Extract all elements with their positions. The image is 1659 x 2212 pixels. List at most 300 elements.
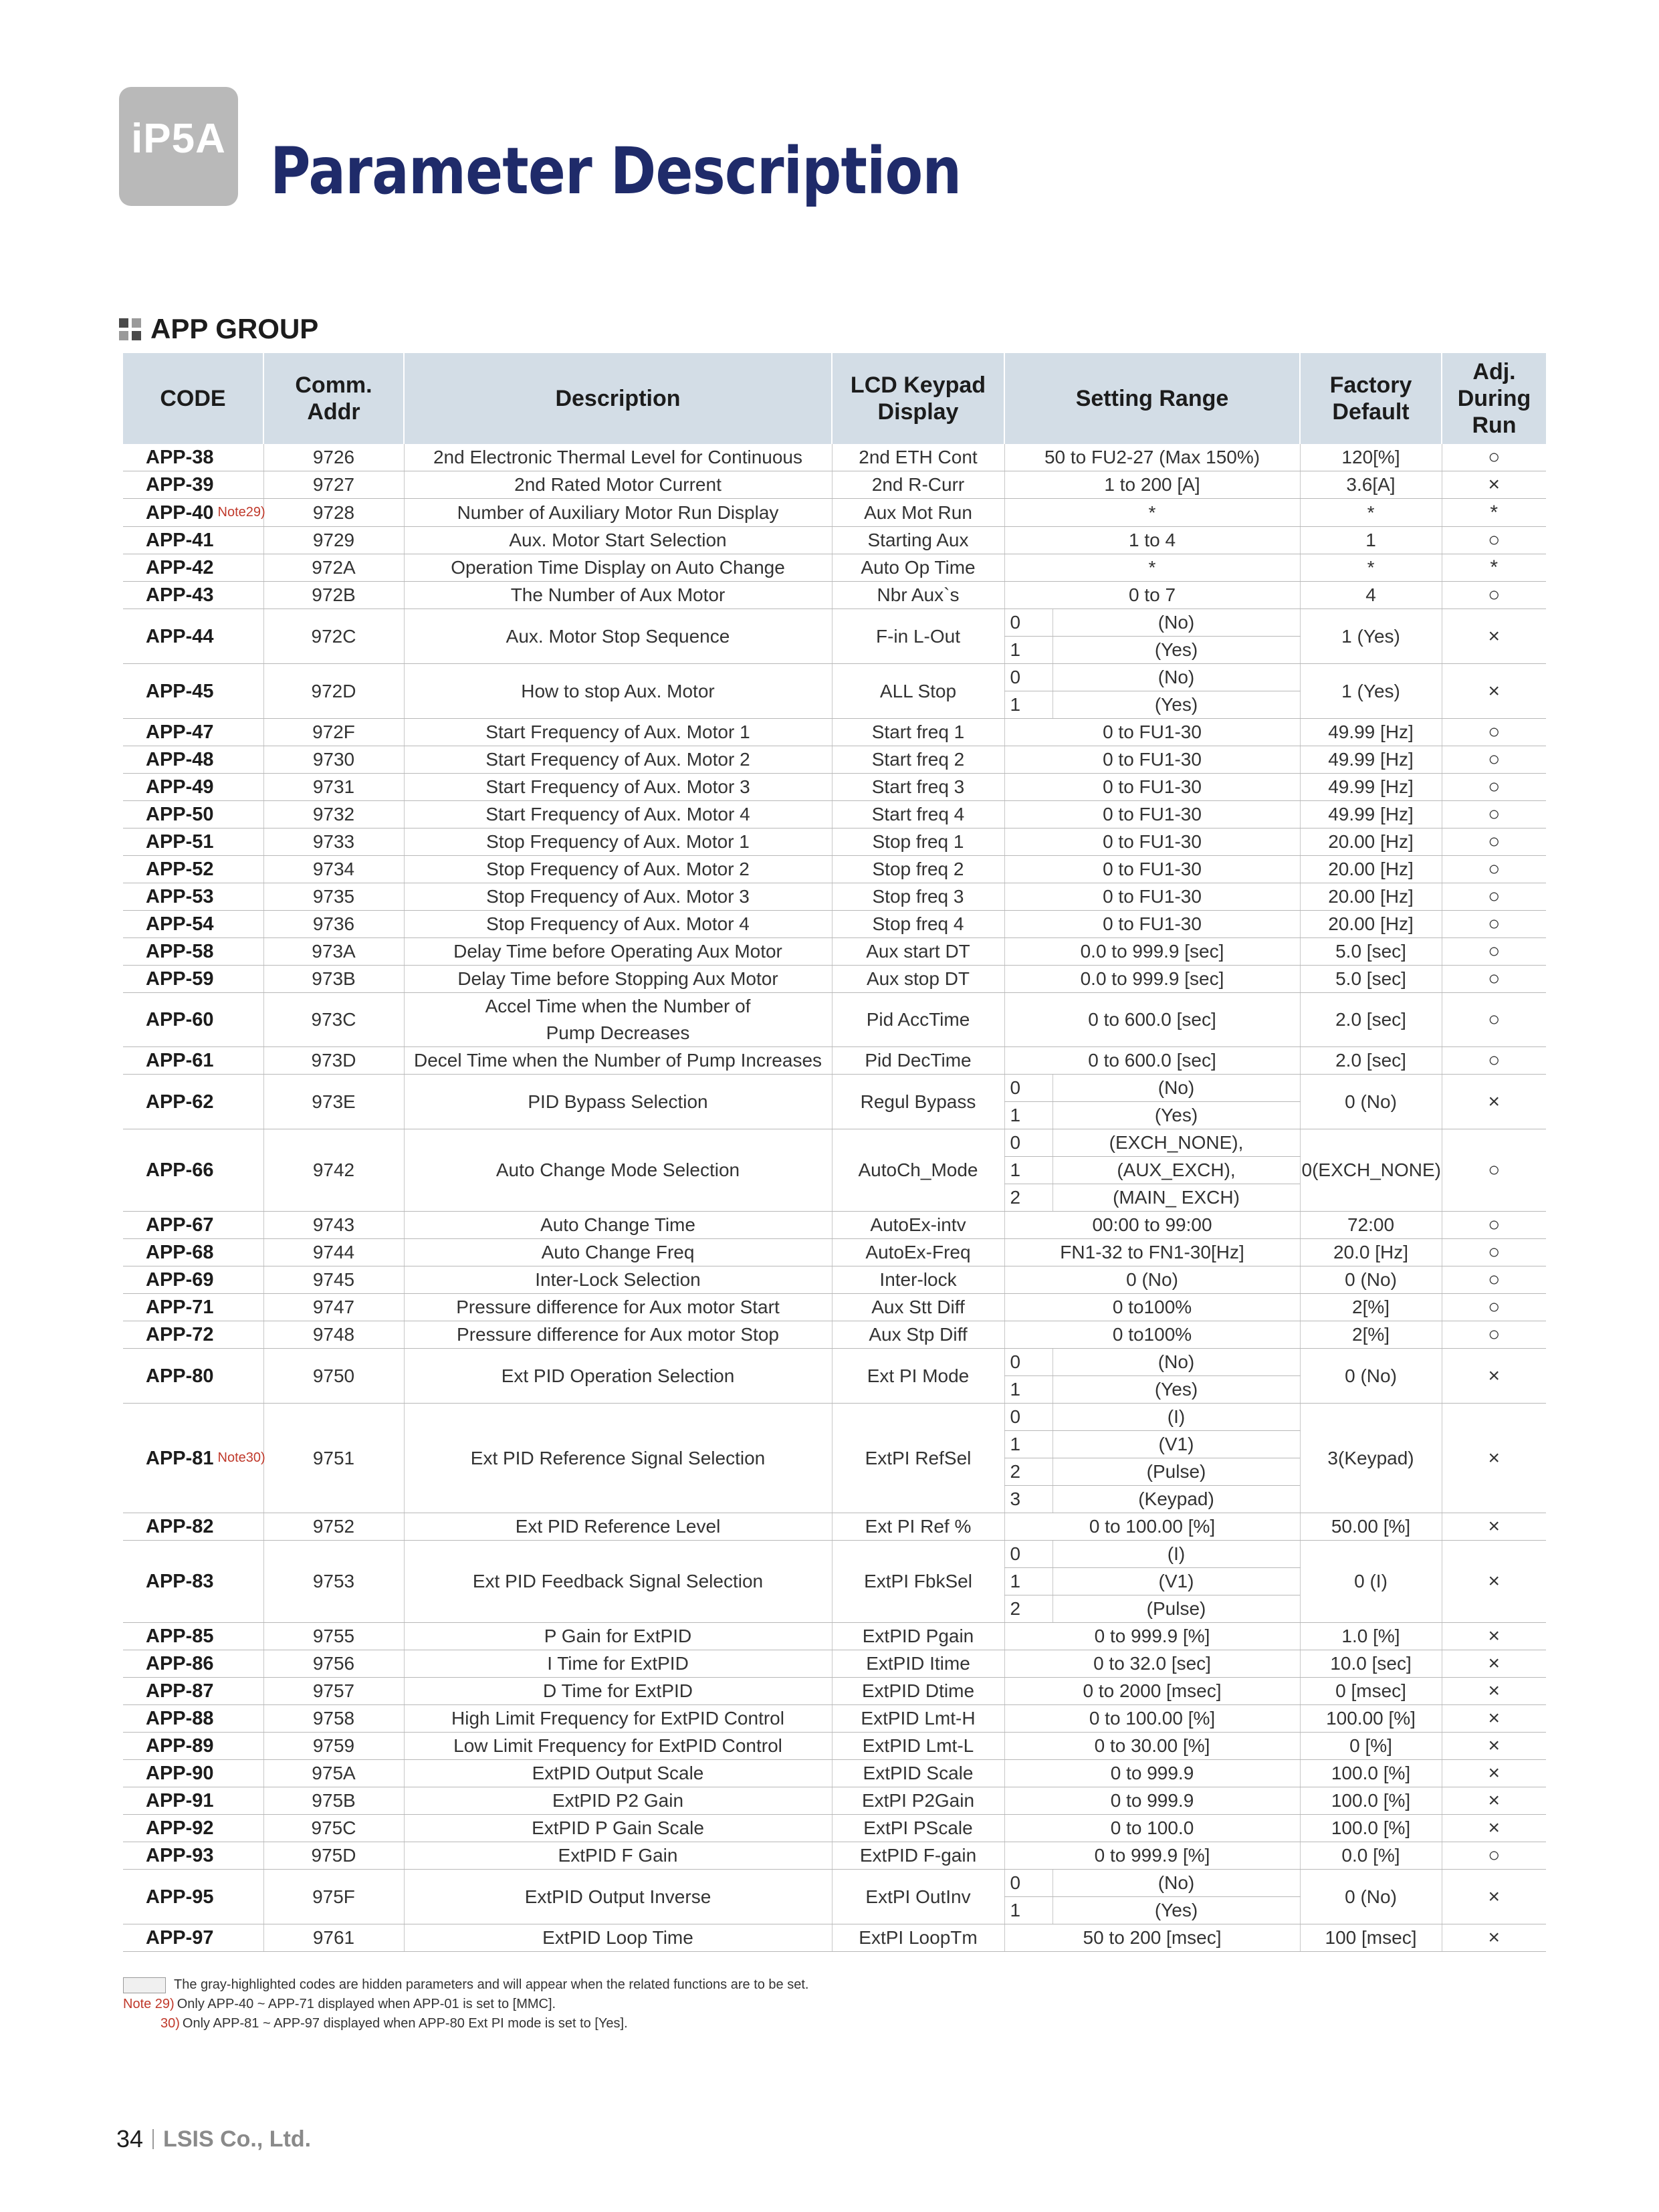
cell-factory-default: 0 (No): [1300, 1870, 1442, 1924]
cell-adj-during-run: ×: [1442, 1815, 1546, 1842]
cell-lcd-display: AutoEx-intv: [832, 1212, 1004, 1239]
option-number: 2: [1004, 1595, 1053, 1623]
note-29-text: Only APP-40 ~ APP-71 displayed when APP-01 is set to [MMC].: [177, 1997, 556, 2011]
cell-description: 2nd Rated Motor Current: [404, 471, 832, 499]
hidden-legend: [123, 1975, 808, 1995]
cell-code: [123, 1815, 263, 1842]
cell-comm-addr: 9756: [263, 1650, 404, 1678]
cell-comm-addr: 972C: [263, 609, 404, 664]
cell-adj-during-run: ○: [1442, 1047, 1546, 1075]
square-light: [132, 318, 141, 328]
option-number: 2: [1004, 1458, 1053, 1486]
cell-setting-range: 0 to FU1-30: [1004, 856, 1300, 883]
cell-code: [123, 1541, 263, 1623]
cell-factory-default: 49.99 [Hz]: [1300, 719, 1442, 746]
cell-description: Stop Frequency of Aux. Motor 2: [404, 856, 832, 883]
table-row: [123, 774, 1546, 801]
cell-comm-addr: 9728: [263, 499, 404, 527]
table-row: [123, 471, 1546, 499]
cell-lcd-display: Aux Mot Run: [832, 499, 1004, 527]
cell-lcd-display: Start freq 3: [832, 774, 1004, 801]
page-footer: [116, 2125, 311, 2153]
code-text: APP-87: [146, 1680, 214, 1702]
header-code: CODE: [123, 353, 263, 444]
cell-factory-default: 120[%]: [1300, 444, 1442, 471]
table-row: [123, 1705, 1546, 1733]
code-text: APP-80: [146, 1365, 214, 1387]
cell-code: [123, 1733, 263, 1760]
cell-lcd-display: ExtPI P2Gain: [832, 1787, 1004, 1815]
cell-setting-range: 0 to FU1-30: [1004, 746, 1300, 774]
cell-factory-default: 1 (Yes): [1300, 609, 1442, 664]
cell-adj-during-run: ×: [1442, 1705, 1546, 1733]
cell-adj-during-run: ×: [1442, 1623, 1546, 1650]
square-light: [119, 331, 128, 340]
cell-lcd-display: Start freq 2: [832, 746, 1004, 774]
cell-lcd-display: Nbr Aux`s: [832, 582, 1004, 609]
cell-adj-during-run: ○: [1442, 993, 1546, 1047]
cell-comm-addr: 9747: [263, 1294, 404, 1321]
table-row: [123, 1239, 1546, 1266]
table-row: [123, 911, 1546, 938]
cell-adj-during-run: *: [1442, 499, 1546, 527]
cell-adj-during-run: ×: [1442, 1650, 1546, 1678]
cell-code: [123, 911, 263, 938]
table-row: [123, 993, 1546, 1047]
cell-comm-addr: 975F: [263, 1870, 404, 1924]
table-row: [123, 883, 1546, 911]
header-setting-range: Setting Range: [1004, 353, 1300, 444]
table-row: [123, 664, 1546, 691]
option-value: (Pulse): [1053, 1458, 1300, 1486]
note-reference: Note29): [217, 505, 265, 520]
cell-factory-default: 20.00 [Hz]: [1300, 856, 1442, 883]
cell-description: Ext PID Reference Level: [404, 1513, 832, 1541]
cell-description: [404, 993, 832, 1047]
cell-code: [123, 609, 263, 664]
table-row: [123, 966, 1546, 993]
cell-description: Auto Change Mode Selection: [404, 1129, 832, 1212]
cell-description: P Gain for ExtPID: [404, 1623, 832, 1650]
cell-lcd-display: Start freq 1: [832, 719, 1004, 746]
cell-description: Stop Frequency of Aux. Motor 4: [404, 911, 832, 938]
cell-adj-during-run: ×: [1442, 1678, 1546, 1705]
cell-description: Start Frequency of Aux. Motor 3: [404, 774, 832, 801]
table-row: [123, 1129, 1546, 1157]
description-line: Pump Decreases: [546, 1022, 690, 1043]
cell-code: [123, 527, 263, 554]
cell-factory-default: 2[%]: [1300, 1321, 1442, 1349]
legend-text: The gray-highlighted codes are hidden parameters and will appear when the related functions are to be set.: [174, 1977, 809, 1992]
header-comm-addr: Comm. Addr: [263, 353, 404, 444]
table-row: [123, 1678, 1546, 1705]
code-text: APP-53: [146, 886, 214, 907]
cell-setting-range: 0 to 32.0 [sec]: [1004, 1650, 1300, 1678]
cell-adj-during-run: ×: [1442, 1513, 1546, 1541]
option-number: 0: [1004, 1129, 1053, 1157]
cell-factory-default: 100.0 [%]: [1300, 1760, 1442, 1787]
code-text: APP-54: [146, 913, 214, 935]
cell-adj-during-run: ○: [1442, 828, 1546, 856]
code-text: APP-69: [146, 1269, 214, 1291]
cell-code: [123, 1787, 263, 1815]
cell-description: D Time for ExtPID: [404, 1678, 832, 1705]
cell-setting-range: 0 to 100.00 [%]: [1004, 1513, 1300, 1541]
cell-factory-default: 0(EXCH_NONE): [1300, 1129, 1442, 1212]
cell-code: [123, 1321, 263, 1349]
cell-description: Aux. Motor Stop Sequence: [404, 609, 832, 664]
cell-description: Start Frequency of Aux. Motor 1: [404, 719, 832, 746]
cell-comm-addr: 9742: [263, 1129, 404, 1212]
code-text: APP-41: [146, 530, 214, 551]
code-text: APP-50: [146, 804, 214, 825]
table-row: [123, 1650, 1546, 1678]
option-number: 1: [1004, 1376, 1053, 1404]
cell-code: [123, 828, 263, 856]
cell-lcd-display: Stop freq 3: [832, 883, 1004, 911]
cell-factory-default: 4: [1300, 582, 1442, 609]
table-row: [123, 582, 1546, 609]
option-number: 1: [1004, 1431, 1053, 1458]
cell-comm-addr: 972B: [263, 582, 404, 609]
cell-factory-default: 0 (I): [1300, 1541, 1442, 1623]
table-row: [123, 746, 1546, 774]
cell-setting-range: *: [1004, 554, 1300, 582]
option-number: 3: [1004, 1486, 1053, 1513]
note-29: [123, 1995, 808, 2014]
cell-description: 2nd Electronic Thermal Level for Continuous: [404, 444, 832, 471]
cell-adj-during-run: ×: [1442, 1760, 1546, 1787]
parameter-table: [123, 353, 1546, 1952]
code-text: APP-72: [146, 1324, 214, 1345]
cell-setting-range: 0 to 600.0 [sec]: [1004, 1047, 1300, 1075]
cell-description: PID Bypass Selection: [404, 1075, 832, 1129]
cell-code: [123, 471, 263, 499]
code-text: APP-44: [146, 625, 214, 647]
cell-comm-addr: 975B: [263, 1787, 404, 1815]
table-row: [123, 1075, 1546, 1102]
cell-factory-default: 20.00 [Hz]: [1300, 911, 1442, 938]
cell-comm-addr: 9733: [263, 828, 404, 856]
cell-factory-default: 72:00: [1300, 1212, 1442, 1239]
cell-factory-default: 100.0 [%]: [1300, 1815, 1442, 1842]
cell-adj-during-run: ○: [1442, 1294, 1546, 1321]
note-reference: Note30): [217, 1450, 265, 1465]
cell-factory-default: 100.0 [%]: [1300, 1787, 1442, 1815]
cell-adj-during-run: ×: [1442, 471, 1546, 499]
section-heading: [119, 313, 318, 345]
cell-factory-default: 20.00 [Hz]: [1300, 883, 1442, 911]
cell-description: ExtPID Output Inverse: [404, 1870, 832, 1924]
cell-code: [123, 582, 263, 609]
code-text: APP-59: [146, 968, 214, 990]
cell-comm-addr: 9743: [263, 1212, 404, 1239]
option-number: 0: [1004, 609, 1053, 637]
footer-divider: [152, 2129, 154, 2149]
gray-highlight-swatch: [123, 1977, 166, 1993]
cell-code: [123, 1870, 263, 1924]
cell-comm-addr: 9731: [263, 774, 404, 801]
cell-description: ExtPID Loop Time: [404, 1924, 832, 1952]
option-value: (No): [1053, 1075, 1300, 1102]
cell-adj-during-run: ×: [1442, 1787, 1546, 1815]
cell-factory-default: 2[%]: [1300, 1294, 1442, 1321]
cell-comm-addr: 9759: [263, 1733, 404, 1760]
table-row: [123, 499, 1546, 527]
option-number: 1: [1004, 1897, 1053, 1924]
cell-description: Operation Time Display on Auto Change: [404, 554, 832, 582]
cell-adj-during-run: ○: [1442, 444, 1546, 471]
code-text: APP-83: [146, 1571, 214, 1592]
cell-description: Stop Frequency of Aux. Motor 3: [404, 883, 832, 911]
cell-comm-addr: 975D: [263, 1842, 404, 1870]
cell-code: [123, 746, 263, 774]
cell-lcd-display: ExtPID Scale: [832, 1760, 1004, 1787]
table-row: [123, 1815, 1546, 1842]
cell-description: Auto Change Freq: [404, 1239, 832, 1266]
table-row: [123, 1787, 1546, 1815]
cell-adj-during-run: ○: [1442, 582, 1546, 609]
cell-setting-range: 0 to100%: [1004, 1321, 1300, 1349]
table-row: [123, 1513, 1546, 1541]
cell-comm-addr: 9736: [263, 911, 404, 938]
cell-adj-during-run: ○: [1442, 719, 1546, 746]
cell-comm-addr: 975C: [263, 1815, 404, 1842]
page-title: Parameter Description: [270, 134, 962, 209]
option-number: 1: [1004, 1568, 1053, 1595]
option-value: (MAIN_ EXCH): [1053, 1184, 1300, 1212]
note-30-text: Only APP-81 ~ APP-97 displayed when APP-80 Ext PI mode is set to [Yes].: [182, 2016, 628, 2031]
cell-factory-default: 1 (Yes): [1300, 664, 1442, 719]
cell-adj-during-run: ×: [1442, 1733, 1546, 1760]
cell-lcd-display: Ext PI Ref %: [832, 1513, 1004, 1541]
cell-lcd-display: Pid AccTime: [832, 993, 1004, 1047]
code-text: APP-62: [146, 1091, 214, 1113]
code-text: APP-42: [146, 557, 214, 578]
header-description: Description: [404, 353, 832, 444]
cell-adj-during-run: ○: [1442, 801, 1546, 828]
cell-adj-during-run: ○: [1442, 774, 1546, 801]
cell-comm-addr: 973D: [263, 1047, 404, 1075]
code-text: APP-86: [146, 1653, 214, 1674]
cell-comm-addr: 9729: [263, 527, 404, 554]
cell-setting-range: 00:00 to 99:00: [1004, 1212, 1300, 1239]
cell-adj-during-run: ○: [1442, 938, 1546, 966]
option-value: (Yes): [1053, 1376, 1300, 1404]
cell-description: Pressure difference for Aux motor Start: [404, 1294, 832, 1321]
cell-lcd-display: Starting Aux: [832, 527, 1004, 554]
cell-comm-addr: 9745: [263, 1266, 404, 1294]
cell-comm-addr: 9761: [263, 1924, 404, 1952]
cell-description: Ext PID Feedback Signal Selection: [404, 1541, 832, 1623]
option-value: (Yes): [1053, 691, 1300, 719]
cell-comm-addr: 972D: [263, 664, 404, 719]
cell-code: [123, 938, 263, 966]
cell-description: Aux. Motor Start Selection: [404, 527, 832, 554]
cell-adj-during-run: ○: [1442, 1266, 1546, 1294]
cell-code: [123, 1760, 263, 1787]
table-row: [123, 1760, 1546, 1787]
table-row: [123, 527, 1546, 554]
cell-code: [123, 719, 263, 746]
cell-lcd-display: ExtPID Lmt-H: [832, 1705, 1004, 1733]
table-row: [123, 1924, 1546, 1952]
cell-adj-during-run: ×: [1442, 664, 1546, 719]
code-text: APP-51: [146, 831, 214, 853]
cell-description: ExtPID P2 Gain: [404, 1787, 832, 1815]
code-text: APP-66: [146, 1159, 214, 1181]
cell-setting-range: FN1-32 to FN1-30[Hz]: [1004, 1239, 1300, 1266]
table-row: [123, 1623, 1546, 1650]
cell-setting-range: 0.0 to 999.9 [sec]: [1004, 966, 1300, 993]
cell-factory-default: 3(Keypad): [1300, 1404, 1442, 1513]
cell-code: [123, 1349, 263, 1404]
cell-factory-default: *: [1300, 499, 1442, 527]
code-text: APP-60: [146, 1009, 214, 1030]
cell-factory-default: 20.00 [Hz]: [1300, 828, 1442, 856]
description-line: Accel Time when the Number of: [485, 996, 751, 1016]
cell-comm-addr: 9732: [263, 801, 404, 828]
table-row: [123, 856, 1546, 883]
cell-description: How to stop Aux. Motor: [404, 664, 832, 719]
cell-adj-during-run: ○: [1442, 746, 1546, 774]
cell-description: Delay Time before Operating Aux Motor: [404, 938, 832, 966]
cell-setting-range: 0 to 100.0: [1004, 1815, 1300, 1842]
code-text: APP-38: [146, 447, 214, 468]
cell-description: ExtPID F Gain: [404, 1842, 832, 1870]
code-text: APP-58: [146, 941, 214, 962]
cell-description: Start Frequency of Aux. Motor 4: [404, 801, 832, 828]
cell-lcd-display: Stop freq 2: [832, 856, 1004, 883]
cell-adj-during-run: ○: [1442, 1842, 1546, 1870]
cell-lcd-display: Inter-lock: [832, 1266, 1004, 1294]
square-dark: [119, 318, 128, 328]
table-row: [123, 1294, 1546, 1321]
cell-description: Pressure difference for Aux motor Stop: [404, 1321, 832, 1349]
code-text: APP-49: [146, 776, 214, 798]
page-number: 34: [116, 2125, 144, 2152]
code-text: APP-47: [146, 722, 214, 743]
cell-adj-during-run: ○: [1442, 911, 1546, 938]
cell-description: The Number of Aux Motor: [404, 582, 832, 609]
cell-lcd-display: Aux Stp Diff: [832, 1321, 1004, 1349]
code-text: APP-45: [146, 680, 214, 702]
cell-code: [123, 1623, 263, 1650]
square-dark: [132, 331, 141, 340]
option-number: 2: [1004, 1184, 1053, 1212]
cell-factory-default: 1: [1300, 527, 1442, 554]
cell-code: [123, 554, 263, 582]
cell-code: [123, 1924, 263, 1952]
cell-code: [123, 1266, 263, 1294]
option-value: (I): [1053, 1541, 1300, 1568]
cell-lcd-display: ExtPID Dtime: [832, 1678, 1004, 1705]
cell-setting-range: 50 to FU2-27 (Max 150%): [1004, 444, 1300, 471]
company-name: LSIS Co., Ltd.: [163, 2126, 312, 2152]
cell-description: Low Limit Frequency for ExtPID Control: [404, 1733, 832, 1760]
cell-lcd-display: ExtPI PScale: [832, 1815, 1004, 1842]
cell-code: [123, 1705, 263, 1733]
option-value: (No): [1053, 609, 1300, 637]
cell-description: I Time for ExtPID: [404, 1650, 832, 1678]
header-lcd-display: LCD Keypad Display: [832, 353, 1004, 444]
cell-description: Auto Change Time: [404, 1212, 832, 1239]
code-text: APP-93: [146, 1845, 214, 1866]
cell-setting-range: 0 to 999.9 [%]: [1004, 1842, 1300, 1870]
cell-description: Ext PID Reference Signal Selection: [404, 1404, 832, 1513]
code-text: APP-97: [146, 1927, 214, 1949]
cell-code: [123, 1075, 263, 1129]
cell-lcd-display: Stop freq 1: [832, 828, 1004, 856]
cell-lcd-display: Start freq 4: [832, 801, 1004, 828]
option-value: (Yes): [1053, 1102, 1300, 1129]
cell-setting-range: 0 to100%: [1004, 1294, 1300, 1321]
cell-factory-default: 5.0 [sec]: [1300, 938, 1442, 966]
cell-comm-addr: 9758: [263, 1705, 404, 1733]
code-text: APP-48: [146, 749, 214, 770]
grid-squares-icon: [119, 318, 141, 340]
cell-factory-default: 50.00 [%]: [1300, 1513, 1442, 1541]
cell-code: [123, 664, 263, 719]
cell-adj-during-run: ○: [1442, 1321, 1546, 1349]
table-row: [123, 1870, 1546, 1897]
cell-description: ExtPID P Gain Scale: [404, 1815, 832, 1842]
cell-comm-addr: 9744: [263, 1239, 404, 1266]
cell-comm-addr: 973C: [263, 993, 404, 1047]
cell-description: High Limit Frequency for ExtPID Control: [404, 1705, 832, 1733]
cell-description: Inter-Lock Selection: [404, 1266, 832, 1294]
cell-factory-default: 10.0 [sec]: [1300, 1650, 1442, 1678]
code-text: APP-82: [146, 1516, 214, 1537]
cell-factory-default: 49.99 [Hz]: [1300, 801, 1442, 828]
cell-comm-addr: 9727: [263, 471, 404, 499]
option-value: (No): [1053, 1870, 1300, 1897]
cell-comm-addr: 9726: [263, 444, 404, 471]
cell-adj-during-run: ×: [1442, 1349, 1546, 1404]
cell-code: [123, 883, 263, 911]
cell-setting-range: 0 to 999.9 [%]: [1004, 1623, 1300, 1650]
cell-adj-during-run: ○: [1442, 1239, 1546, 1266]
cell-adj-during-run: ○: [1442, 966, 1546, 993]
code-text: APP-67: [146, 1214, 214, 1236]
cell-adj-during-run: ×: [1442, 1541, 1546, 1623]
cell-setting-range: 1 to 200 [A]: [1004, 471, 1300, 499]
code-text: APP-40: [146, 502, 214, 524]
table-row: [123, 719, 1546, 746]
cell-code: [123, 1212, 263, 1239]
table-row: [123, 554, 1546, 582]
table-row: [123, 1842, 1546, 1870]
cell-description: ExtPID Output Scale: [404, 1760, 832, 1787]
cell-adj-during-run: ×: [1442, 1404, 1546, 1513]
cell-adj-during-run: ×: [1442, 1075, 1546, 1129]
cell-lcd-display: ExtPI OutInv: [832, 1870, 1004, 1924]
code-text: APP-92: [146, 1817, 214, 1839]
table-row: [123, 1266, 1546, 1294]
cell-description: Decel Time when the Number of Pump Increases: [404, 1047, 832, 1075]
option-number: 1: [1004, 691, 1053, 719]
note-30-label: 30): [160, 2016, 180, 2031]
cell-code: [123, 1513, 263, 1541]
cell-comm-addr: 9755: [263, 1623, 404, 1650]
table-row: [123, 828, 1546, 856]
cell-factory-default: 49.99 [Hz]: [1300, 774, 1442, 801]
cell-setting-range: 0 to 2000 [msec]: [1004, 1678, 1300, 1705]
cell-lcd-display: Aux start DT: [832, 938, 1004, 966]
cell-setting-range: 0 to 7: [1004, 582, 1300, 609]
cell-code: [123, 444, 263, 471]
cell-lcd-display: ExtPID F-gain: [832, 1842, 1004, 1870]
